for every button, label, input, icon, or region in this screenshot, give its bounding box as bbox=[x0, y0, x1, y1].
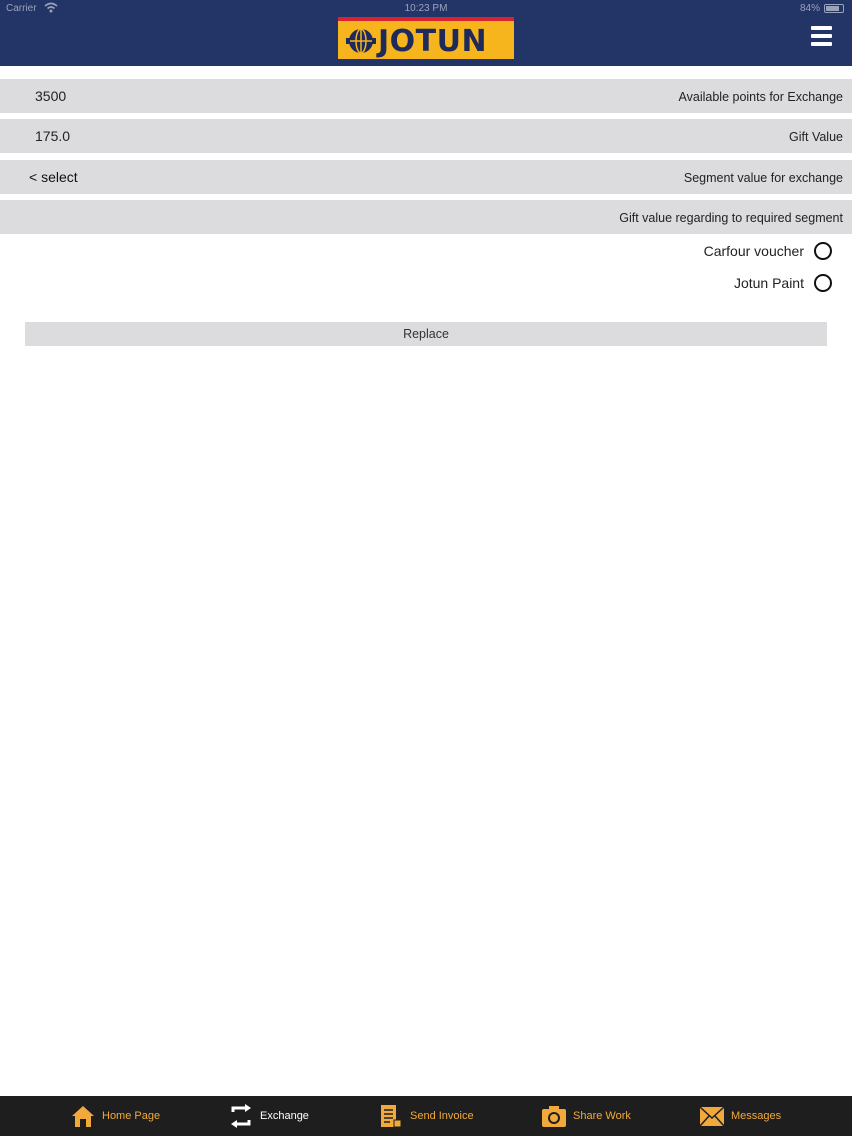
app-header bbox=[0, 0, 852, 66]
exchange-icon bbox=[228, 1103, 254, 1129]
jotun-logo bbox=[338, 17, 514, 59]
option-jotun-paint[interactable] bbox=[734, 273, 832, 293]
available-points-label: Available points for Exchange bbox=[678, 90, 843, 104]
envelope-icon bbox=[699, 1103, 725, 1129]
radio-button[interactable] bbox=[814, 274, 832, 292]
available-points-row bbox=[0, 79, 852, 113]
tab-share-work[interactable] bbox=[541, 1102, 631, 1130]
tab-label: Send Invoice bbox=[410, 1110, 474, 1122]
gift-segment-row bbox=[0, 200, 852, 234]
option-label: Carfour voucher bbox=[703, 243, 804, 259]
status-bar bbox=[0, 0, 852, 18]
gift-value-label: Gift Value bbox=[789, 130, 843, 144]
home-icon bbox=[70, 1103, 96, 1129]
invoice-icon bbox=[378, 1103, 404, 1129]
radio-button[interactable] bbox=[814, 242, 832, 260]
battery-percent: 84% bbox=[799, 3, 820, 14]
camera-icon bbox=[541, 1103, 567, 1129]
tab-send-invoice[interactable] bbox=[378, 1102, 474, 1130]
hamburger-menu-icon[interactable] bbox=[811, 26, 832, 46]
segment-row bbox=[0, 160, 852, 194]
battery-icon bbox=[824, 4, 844, 13]
replace-button[interactable]: Replace bbox=[25, 322, 827, 346]
tab-label: Home Page bbox=[102, 1110, 161, 1122]
tab-label: Share Work bbox=[573, 1110, 631, 1122]
option-label: Jotun Paint bbox=[733, 275, 804, 291]
bottom-tab-bar bbox=[0, 1096, 852, 1136]
carrier-label: Carrier bbox=[6, 3, 37, 14]
option-carfour-voucher[interactable] bbox=[704, 241, 832, 261]
tab-home-page[interactable] bbox=[70, 1102, 160, 1130]
gift-value-row bbox=[0, 119, 852, 153]
gift-segment-label: Gift value regarding to required segment bbox=[619, 211, 843, 225]
tab-label: Exchange bbox=[260, 1110, 309, 1122]
tab-messages[interactable] bbox=[699, 1102, 781, 1130]
tab-label: Messages bbox=[731, 1110, 782, 1122]
tab-exchange[interactable] bbox=[228, 1102, 309, 1130]
gift-value-value: 175.0 bbox=[35, 128, 71, 144]
status-time: 10:23 PM bbox=[404, 3, 448, 14]
globe-logo-icon bbox=[346, 27, 376, 55]
segment-select[interactable]: < select bbox=[29, 169, 78, 185]
segment-label: Segment value for exchange bbox=[683, 171, 843, 185]
battery-indicator bbox=[800, 3, 844, 14]
available-points-value: 3500 bbox=[35, 88, 67, 104]
brand-name: JOTUN bbox=[378, 24, 488, 59]
